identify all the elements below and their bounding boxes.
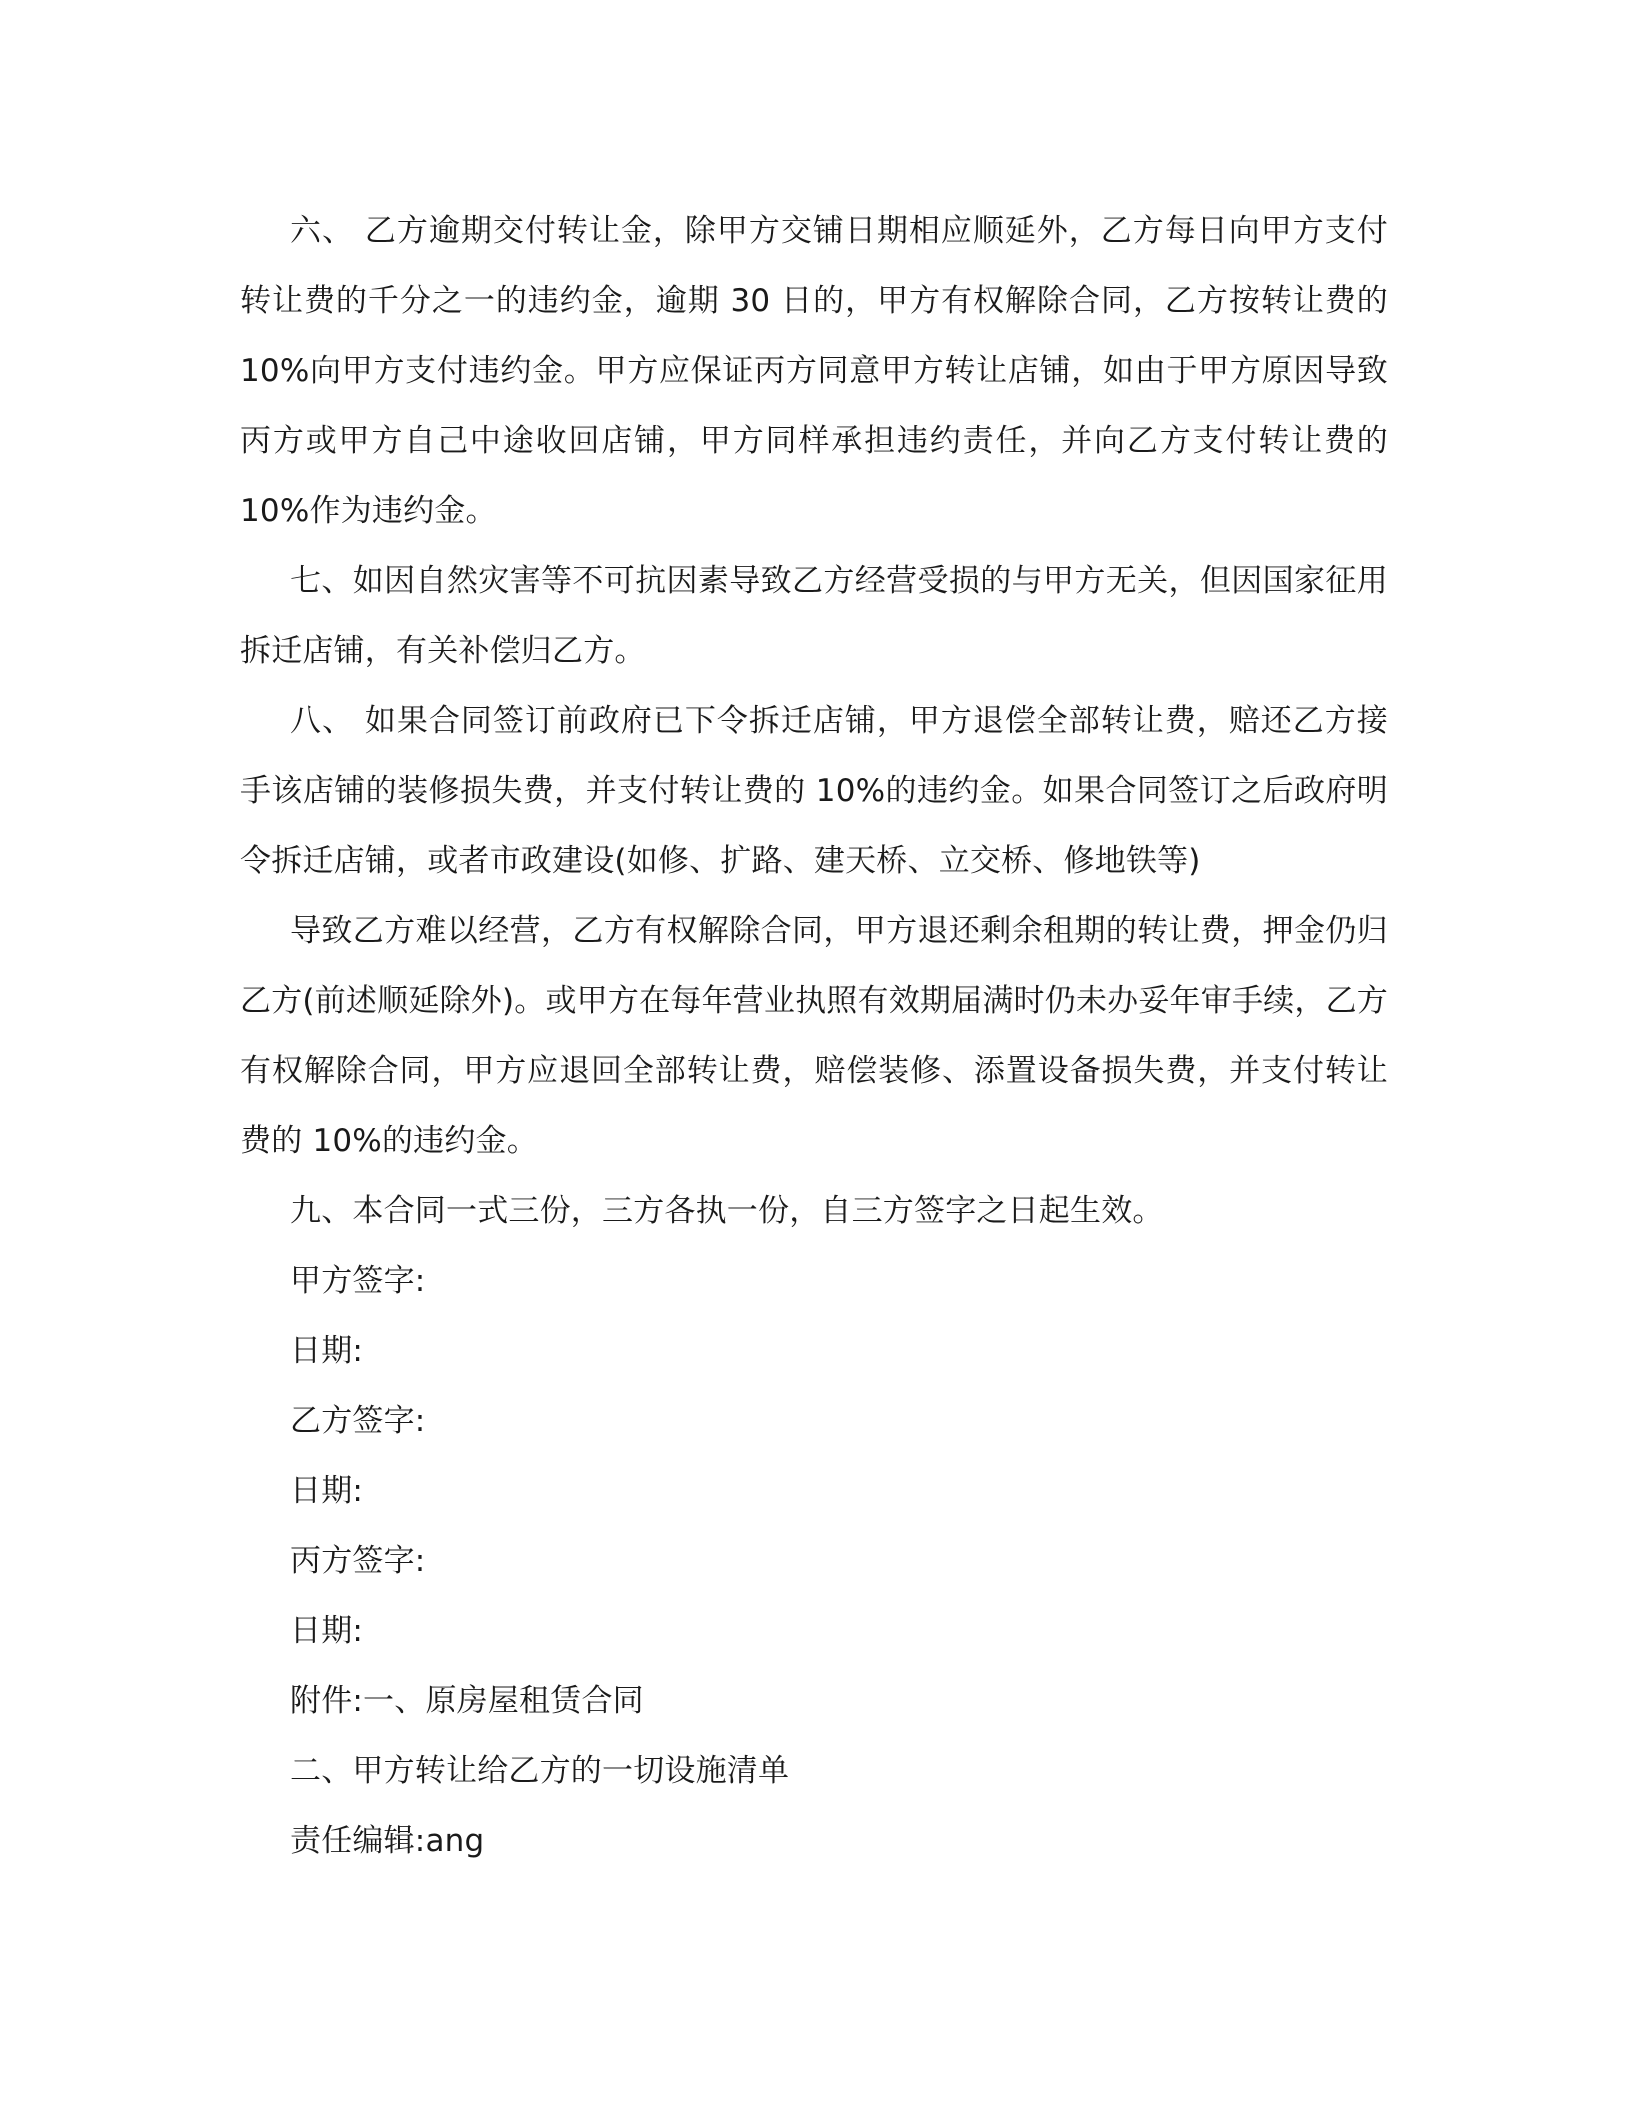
party-c-signature-label: 丙方签字: — [290, 1543, 426, 1579]
clause-6: 六、 乙方逾期交付转让金，除甲方交铺日期相应顺延外，乙方每日向甲方支付转让费的千分之一的违约金，逾期 30 日的，甲方有权解除合同，乙方按转让费的 10%向甲方支付违约金。甲方应保证丙方同意甲方转让店铺，如由于甲方原因导致丙方或甲方自己中途收回店铺，甲方同样承担违约责任，并向乙方支付转让费的 10%作为违约金。 — [240, 213, 1388, 529]
clause-8: 八、 如果合同签订前政府已下令拆迁店铺，甲方退偿全部转让费，赔还乙方接手该店铺的装修损失费，并支付转让费的 10%的违约金。如果合同签订之后政府明令拆迁店铺，或者市政建设(如修、扩路、建天桥、立交桥、修地铁等) — [240, 703, 1388, 879]
attachment-2: 二、甲方转让给乙方的一切设施清单 — [290, 1753, 790, 1789]
party-c-date-label: 日期: — [290, 1613, 364, 1649]
party-a-signature-label: 甲方签字: — [290, 1263, 426, 1299]
attachment-1: 附件:一、原房屋租赁合同 — [290, 1683, 644, 1719]
editor-credit: 责任编辑:ang — [290, 1823, 485, 1859]
party-a-date-label: 日期: — [290, 1333, 364, 1369]
clause-8-continued: 导致乙方难以经营，乙方有权解除合同，甲方退还剩余租期的转让费，押金仍归乙方(前述顺延除外)。或甲方在每年营业执照有效期届满时仍未办妥年审手续，乙方有权解除合同，甲方应退回全部转让费，赔偿装修、添置设备损失费，并支付转让费的 10%的违约金。 — [240, 913, 1388, 1159]
document-body — [240, 196, 1388, 1876]
clause-7: 七、如因自然灾害等不可抗因素导致乙方经营受损的与甲方无关，但因国家征用拆迁店铺，有关补偿归乙方。 — [240, 563, 1388, 669]
party-b-date-label: 日期: — [290, 1473, 364, 1509]
party-b-signature-label: 乙方签字: — [290, 1403, 426, 1439]
clause-9: 九、本合同一式三份，三方各执一份，自三方签字之日起生效。 — [290, 1193, 1164, 1229]
